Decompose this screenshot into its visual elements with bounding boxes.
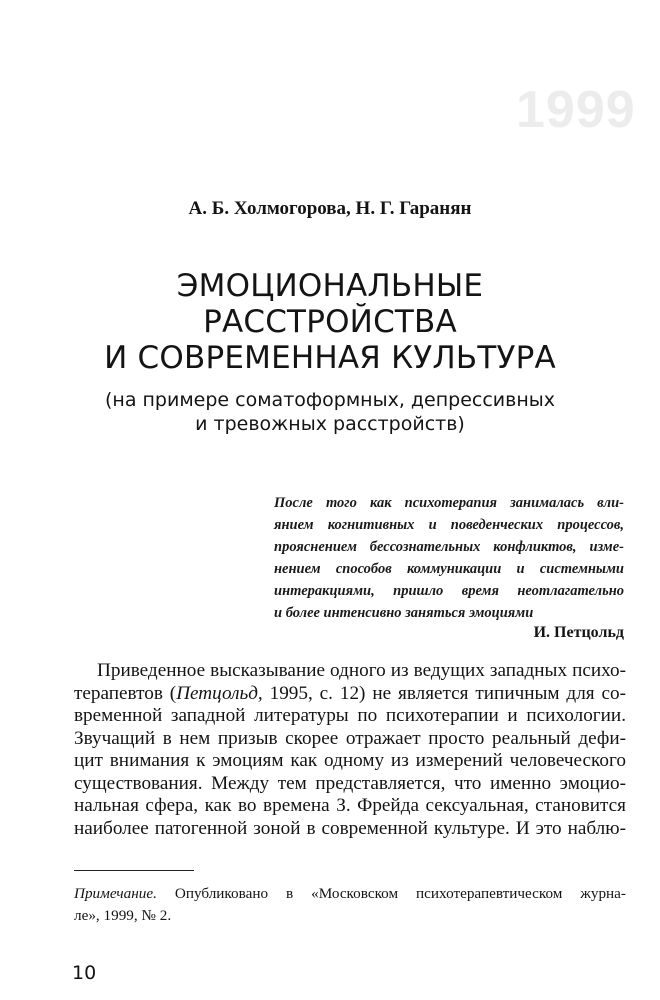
epigraph-line: нением способов коммуникации и системными [274, 561, 624, 577]
footnote-line: ле», 1999, № 2. [74, 907, 172, 924]
footnote-label: Примечание. [74, 885, 157, 902]
body-line-part: 1995, с. 12) не является типичным для со- [262, 682, 626, 704]
body-line: Приведенное высказывание одного из ведущих западных психо- [97, 660, 626, 681]
body-line: существования. Между тем представляется, что именно эмоцио- [74, 772, 626, 794]
subtitle-line: и тревожных расстройств) [195, 413, 465, 435]
body-line-part: терапевтов ( [74, 682, 177, 704]
footnote-text: Опубликовано в «Московском психотерапевтическом журна- [156, 885, 626, 902]
body-line: наиболее патогенной зоной в современной культуре. И это наблю- [74, 817, 626, 839]
body-line: нальная сфера, как во времена З. Фрейда сексуальная, становится [74, 795, 626, 816]
page-number: 10 [72, 962, 97, 984]
title-line: И СОВРЕМЕННАЯ КУЛЬТУРА [104, 340, 556, 376]
epigraph-line: интеракциями, пришло время неотлагательно [274, 583, 624, 599]
epigraph-line: и более интенсивно заняться эмоциями [274, 605, 534, 621]
epigraph-line: янием когнитивных и поведенческих процессов, [274, 517, 624, 533]
title-line: РАССТРОЙСТВА [203, 304, 457, 340]
title-line: ЭМОЦИОНАЛЬНЫЕ [176, 268, 484, 304]
epigraph-line: прояснением бессознательных конфликтов, изме- [274, 539, 624, 555]
footnote-divider [74, 870, 194, 871]
body-line: Звучащий в нем призыв скорее отражает просто реальный дефи- [74, 727, 626, 749]
subtitle-line: (на примере соматоформных, депрессивных [104, 389, 556, 411]
citation-author: Петцольд, [176, 682, 263, 704]
footnote-line [74, 883, 626, 905]
epigraph [274, 492, 624, 624]
body-line [74, 683, 626, 706]
body-line: временной западной литературы по психотерапии и психологии. [74, 705, 626, 726]
body-line: цит внимания к эмоциям как одному из измерений человеческого [74, 750, 626, 771]
year-watermark: 1999 [516, 81, 636, 139]
footnote [74, 883, 626, 927]
epigraph-line: После того как психотерапия занималась вли- [274, 495, 624, 511]
authors: А. Б. Холмогорова, Н. Г. Гаранян [188, 198, 472, 219]
article-title [0, 268, 660, 376]
body-text [74, 660, 626, 840]
article-subtitle [0, 388, 660, 436]
epigraph-author: И. Петцольд [533, 624, 624, 641]
